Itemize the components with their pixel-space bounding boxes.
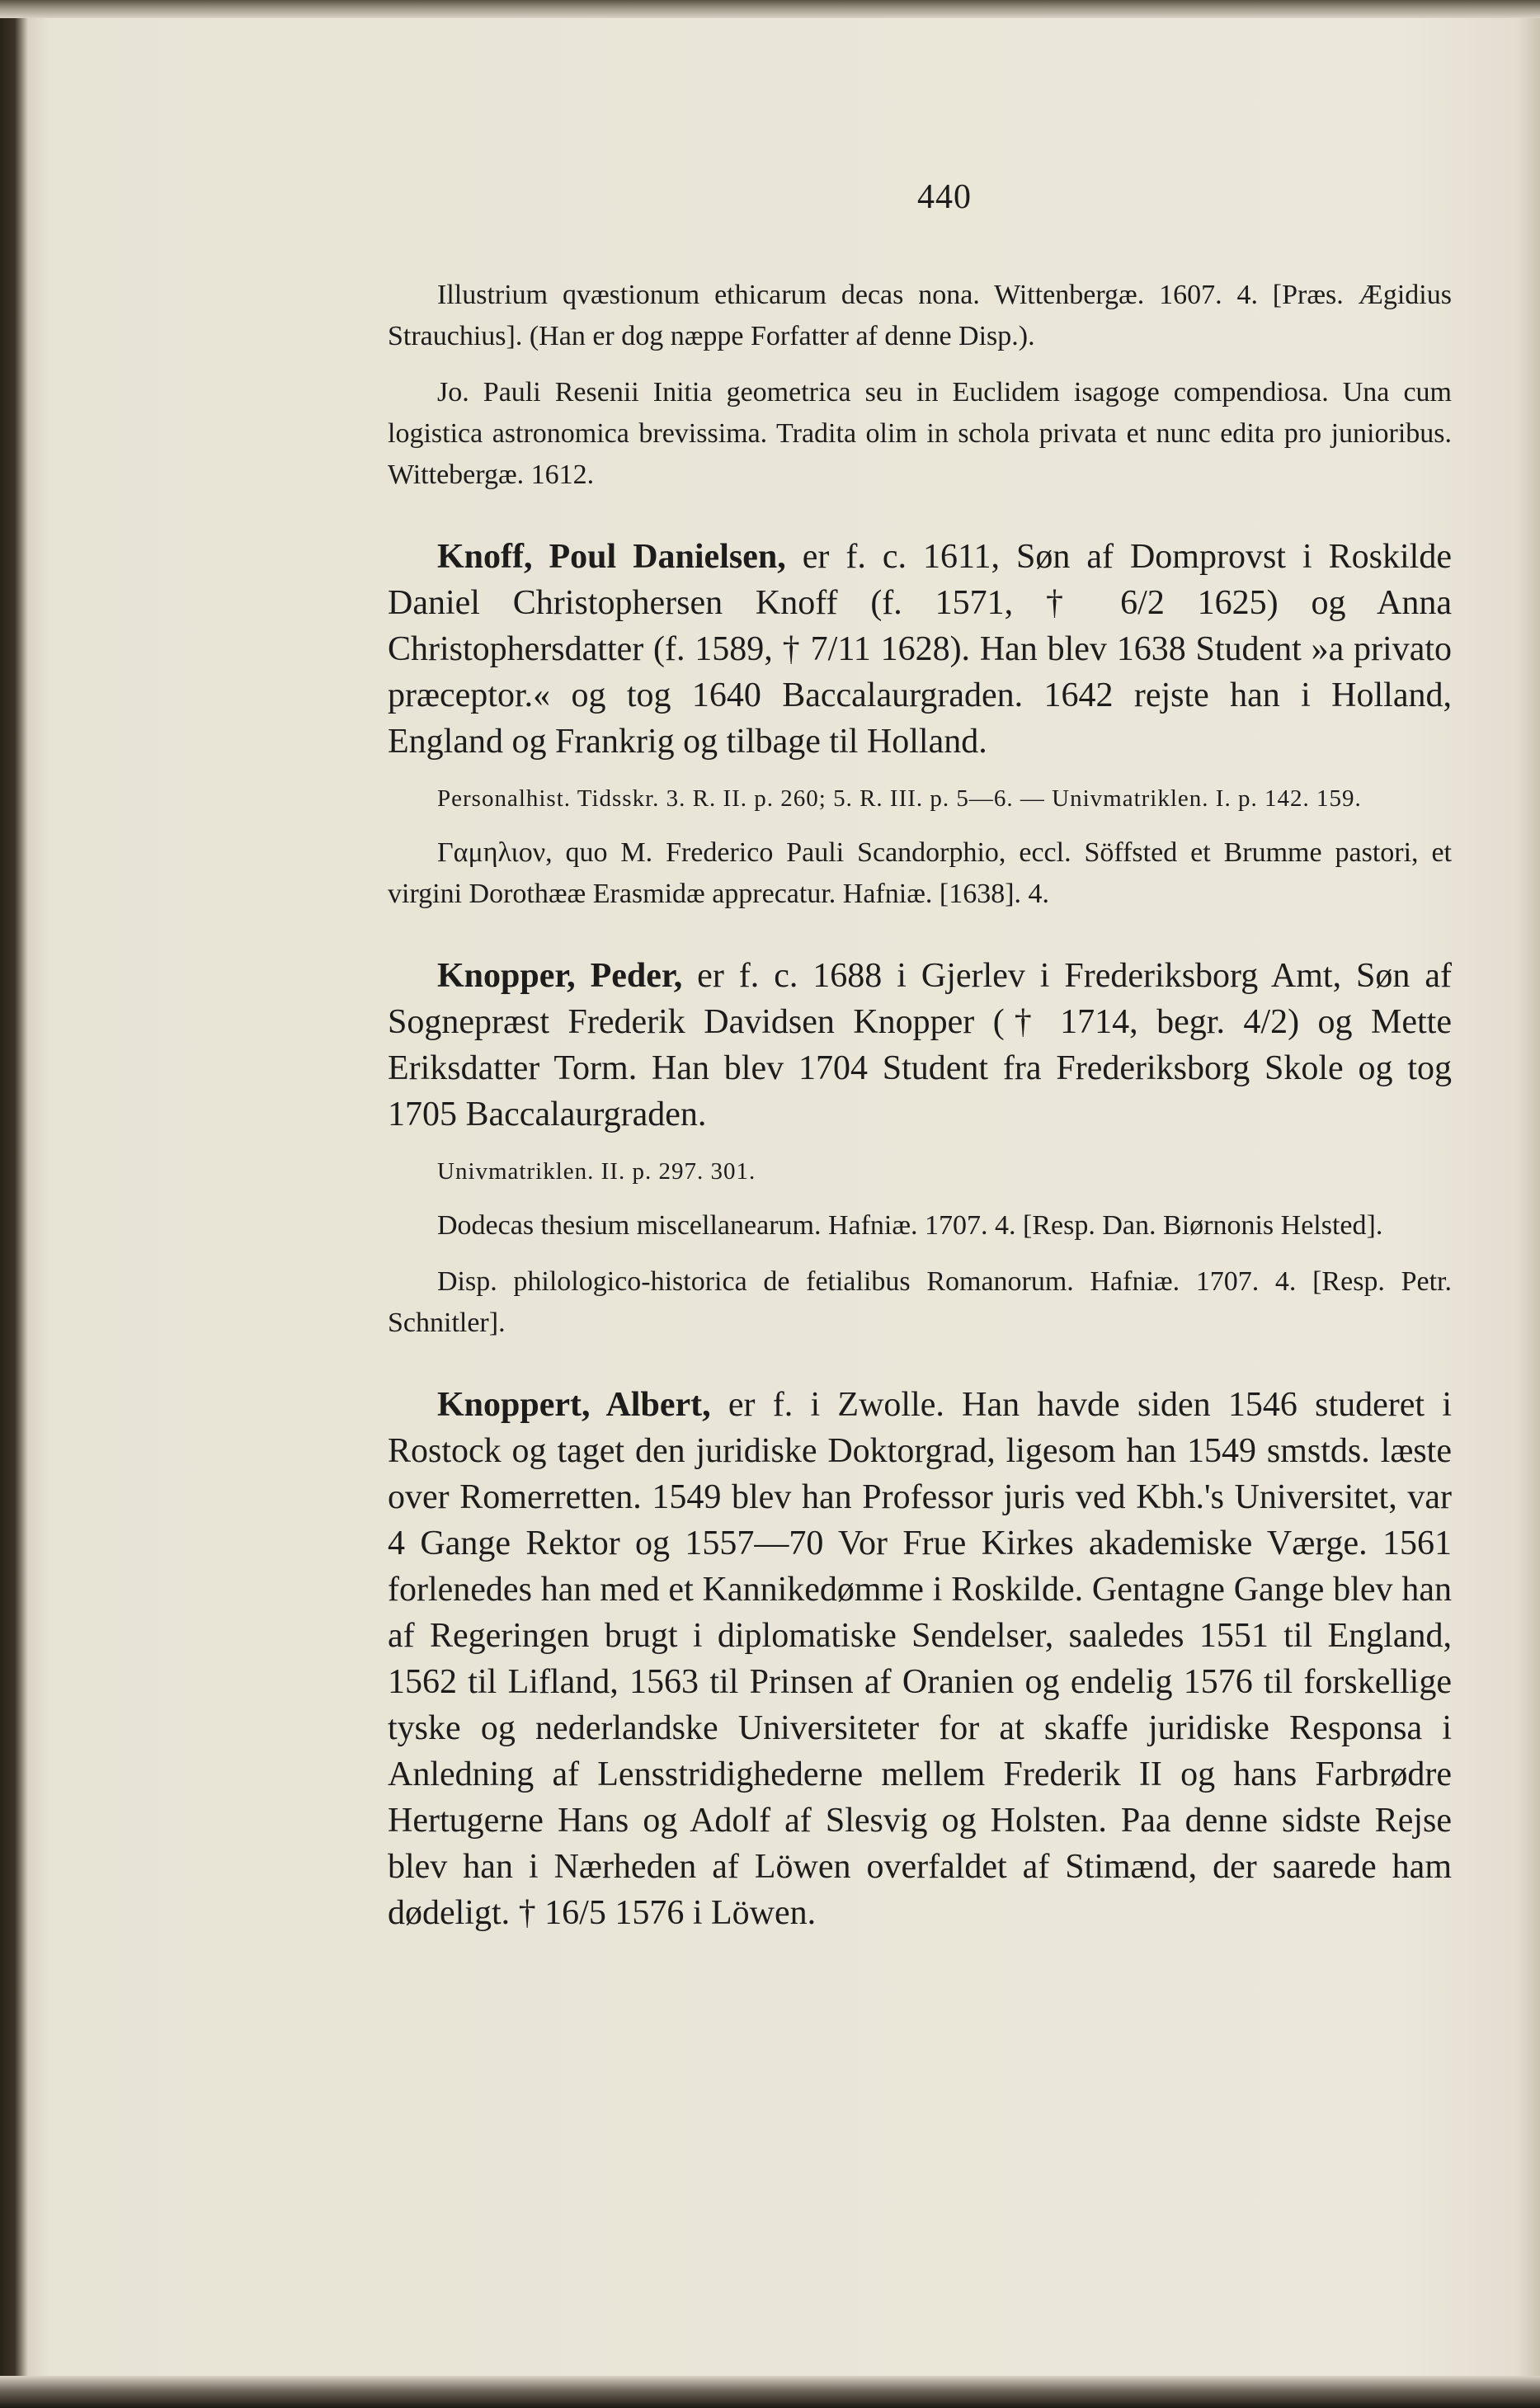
entry-knoppert (388, 1382, 1452, 1936)
entry-text: er f. c. 1688 i Gjerlev i Frederiksborg Amt, Søn af Sognepræst Frederik Davidsen Knopper († 1714, begr. 4/2) og Mette Eriksdatter Torm. Han blev 1704 Student fra Frederiksborg Skole og tog 1705 Baccalaurgraden. (388, 957, 1452, 1133)
entry-name: Knopper, Peder, (437, 957, 683, 995)
entry-name: Knoppert, Albert, (437, 1386, 711, 1424)
entry-text: er f. c. 1611, Søn af Domprovst i Roskilde Daniel Christophersen Knoff (f. 1571, † 6/2 1625) og Anna Christophersdatter (f. 1589, † 7/11 1628). Han blev 1638 Student »a privato præceptor.« og tog 1640 Baccalaurgraden. 1642 rejste han i Holland, England og Frankrig og tilbage til Holland. (388, 538, 1452, 761)
page-content (388, 177, 1452, 1951)
entry-knoff (388, 534, 1452, 765)
entry-knopper (388, 953, 1452, 1138)
page-number: 440 (917, 178, 972, 216)
reference-text: Personalhist. Tidsskr. 3. R. II. p. 260; 5. R. III. p. 5—6. — Univmatriklen. I. p. 142. 159. (437, 785, 1362, 812)
reference-knopper (388, 1152, 1452, 1190)
work-text: Jo. Pauli Resenii Initia geometrica seu in Euclidem isagoge compendiosa. Una cum logistica astronomica brevissima. Tradita olim in schola privata et nunc edita pro junioribus. Wittebergæ. 1612. (388, 377, 1452, 490)
reference-text: Univmatriklen. II. p. 297. 301. (437, 1158, 756, 1185)
work-title-strauchius (388, 275, 1452, 357)
work-text: Γαμηλιον, quo M. Frederico Pauli Scandorphio, eccl. Söffsted et Brumme pastori, et virgini Dorothææ Erasmidæ apprecatur. Hafniæ. [1638]. 4. (388, 837, 1452, 909)
work-title-resenii (388, 372, 1452, 496)
entry-name: Knoff, Poul Danielsen, (437, 538, 786, 576)
entry-text: er f. i Zwolle. Han havde siden 1546 studeret i Rostock og taget den juridiske Doktorgrad, ligesom han 1549 smstds. læste over Romerretten. 1549 blev han Professor juris ved Kbh.'s Universitet, var 4 Gange Rektor og 1557—70 Vor Frue Kirkes akademiske Værge. 1561 forlenedes han med et Kannikedømme i Roskilde. Gentagne Gange blev han af Regeringen brugt i diplomatiske Sendelser, saaledes 1551 til England, 1562 til Lifland, 1563 til Prinsen af Oranien og endelig 1576 til forskellige tyske og nederlandske Universiteter for at skaffe juridiske Responsa i Anledning af Lensstridighederne mellem Frederik II og hans Farbrødre Hertugerne Hans og Adolf af Slesvig og Holsten. Paa denne sidste Rejse blev han i Nærheden af Löwen overfaldet af Stimænd, der saarede ham dødeligt. † 16/5 1576 i Löwen. (388, 1386, 1453, 1932)
page-bottom-edge (0, 2376, 1540, 2408)
work-title-fetialibus (388, 1261, 1452, 1344)
work-text: Illustrium qvæstionum ethicarum decas nona. Wittenbergæ. 1607. 4. [Præs. Ægidius Strauchius]. (Han er dog næppe Forfatter af denne Disp.). (388, 280, 1452, 351)
work-text: Disp. philologico-historica de fetialibus Romanorum. Hafniæ. 1707. 4. [Resp. Petr. Schnitler]. (388, 1266, 1452, 1338)
reference-knoff (388, 780, 1452, 818)
work-title-gamelion (388, 832, 1452, 915)
work-text: Dodecas thesium miscellanearum. Hafniæ. 1707. 4. [Resp. Dan. Biørnonis Helsted]. (437, 1210, 1383, 1241)
page-top-edge (0, 0, 1540, 18)
work-title-dodecas (388, 1205, 1452, 1246)
